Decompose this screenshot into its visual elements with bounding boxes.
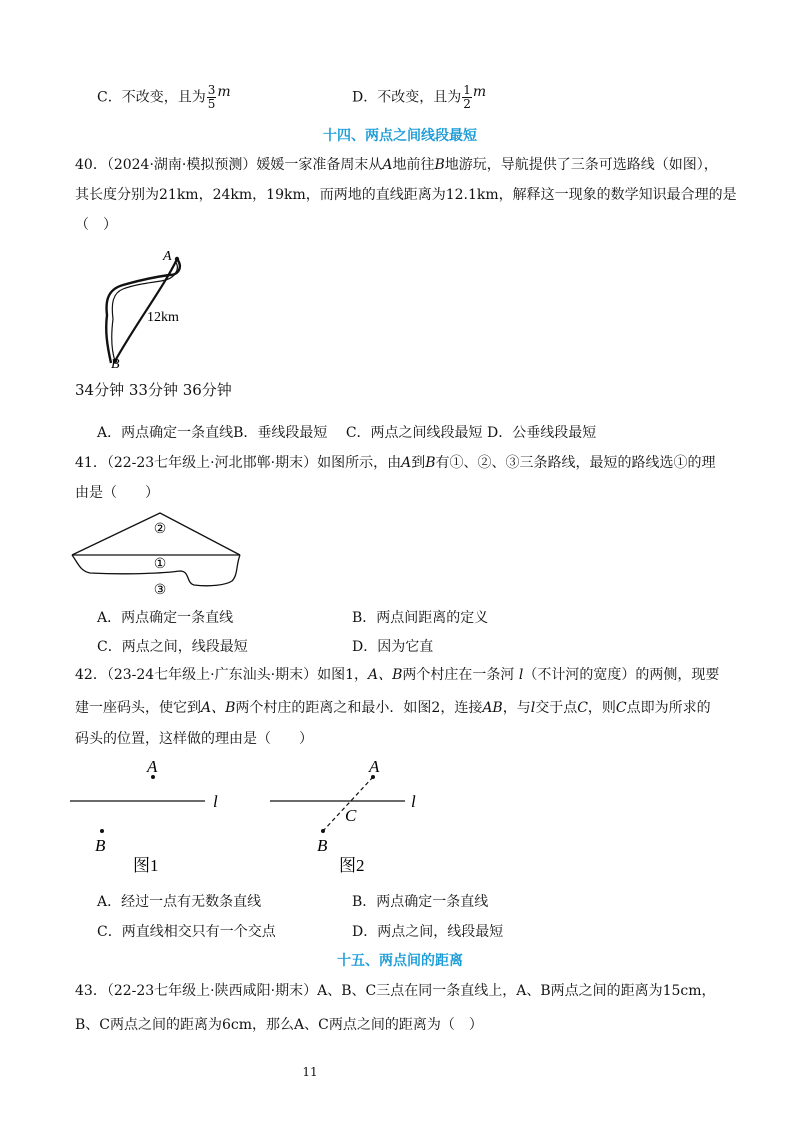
village-b-dot xyxy=(321,829,325,833)
q40-answer-blank: （ ） xyxy=(75,217,117,233)
fraction-3-5: $\frac{3}{5}$ xyxy=(207,83,216,111)
q39-option-d: D．不改变，且为 $\frac{1}{2}$ m xyxy=(352,83,487,111)
label-route-1: ① xyxy=(153,557,167,572)
point-a xyxy=(175,257,179,261)
q41-option-d: D．因为它直 xyxy=(352,639,434,655)
q42-option-c: C．两直线相交只有一个交点 xyxy=(97,924,276,940)
q41-option-a: A．两点确定一条直线 xyxy=(97,610,234,626)
village-b-dot xyxy=(100,829,104,833)
label-c: C xyxy=(345,806,357,825)
label-a: A xyxy=(163,249,172,264)
label-route-3: ③ xyxy=(153,583,167,598)
q39-option-c: C．不改变，且为 $\frac{3}{5}$ m xyxy=(97,83,231,111)
page-number: 11 xyxy=(302,1065,318,1079)
label-l: l xyxy=(411,792,416,811)
figure-2-caption: 图2 xyxy=(339,856,365,875)
q41-option-b: B．两点间距离的定义 xyxy=(352,610,489,626)
label-b: B xyxy=(317,836,328,855)
label-12km: 12km xyxy=(147,310,179,325)
section-heading-14: 十四、两点之间线段最短 xyxy=(323,128,477,144)
q42-figure-2 xyxy=(265,755,435,880)
q42-option-a: A．经过一点有无数条直线 xyxy=(97,894,262,910)
q40-times: 34分钟 33分钟 36分钟 xyxy=(75,381,232,399)
q41-option-c: C．两点之间，线段最短 xyxy=(97,639,248,655)
q42-stem-line2: 建一座码头，使它到A、B两个村庄的距离之和最小．如图2，连接AB，与l交于点C，则C点即为所求的 xyxy=(75,700,711,716)
label-a: A xyxy=(147,757,158,776)
section-heading-15: 十五、两点间的距离 xyxy=(337,953,463,969)
q43-stem-line2: B、C两点之间的距离为6cm，那么A、C两点之间的距离为（ ） xyxy=(75,1017,483,1033)
q43-stem-line1: 43．（22-23七年级上·陕西咸阳·期末）A、B、C三点在同一条直线上，A、B两点之间的距离为15cm， xyxy=(75,983,716,999)
q42-stem-line3: 码头的位置，这样做的理由是（ ） xyxy=(75,731,313,747)
q41-stem-line2: 由是（ ） xyxy=(75,485,159,501)
q40-stem-line2: 其长度分别为21km，24km，19km，而两地的直线距离为12.1km，解释这一现象的数学知识最合理的是 xyxy=(75,187,737,203)
label-l: l xyxy=(213,792,218,811)
label-b: B xyxy=(111,357,120,370)
q42-figure-1 xyxy=(65,755,235,880)
q40-options: A．两点确定一条直线B．垂线段最短 C．两点之间线段最短 D．公垂线段最短 xyxy=(97,425,597,441)
figure-1-caption: 图1 xyxy=(133,856,159,875)
fraction-1-2: $\frac{1}{2}$ xyxy=(463,83,471,111)
label-a: A xyxy=(369,757,380,776)
label-b: B xyxy=(95,836,106,855)
q41-stem-line1: 41．（22-23七年级上·河北邯郸·期末）如图所示，由A到B有①、②、③三条路线，最短的路线选①的理 xyxy=(75,455,716,471)
q40-route-figure xyxy=(95,245,205,370)
label-route-2: ② xyxy=(153,522,167,537)
q42-stem-line1: 42．（23-24七年级上·广东汕头·期末）如图1，A、B两个村庄在一条河 l（不计河的宽度）的两侧，现要 xyxy=(75,667,720,683)
q42-option-b: B．两点确定一条直线 xyxy=(352,894,489,910)
q42-option-d: D．两点之间，线段最短 xyxy=(352,924,504,940)
q40-stem-line1: 40．（2024·湖南·模拟预测）媛媛一家准备周末从A地前往B地游玩，导航提供了三条可选路线（如图）， xyxy=(75,157,718,173)
q41-route-figure xyxy=(70,505,250,600)
